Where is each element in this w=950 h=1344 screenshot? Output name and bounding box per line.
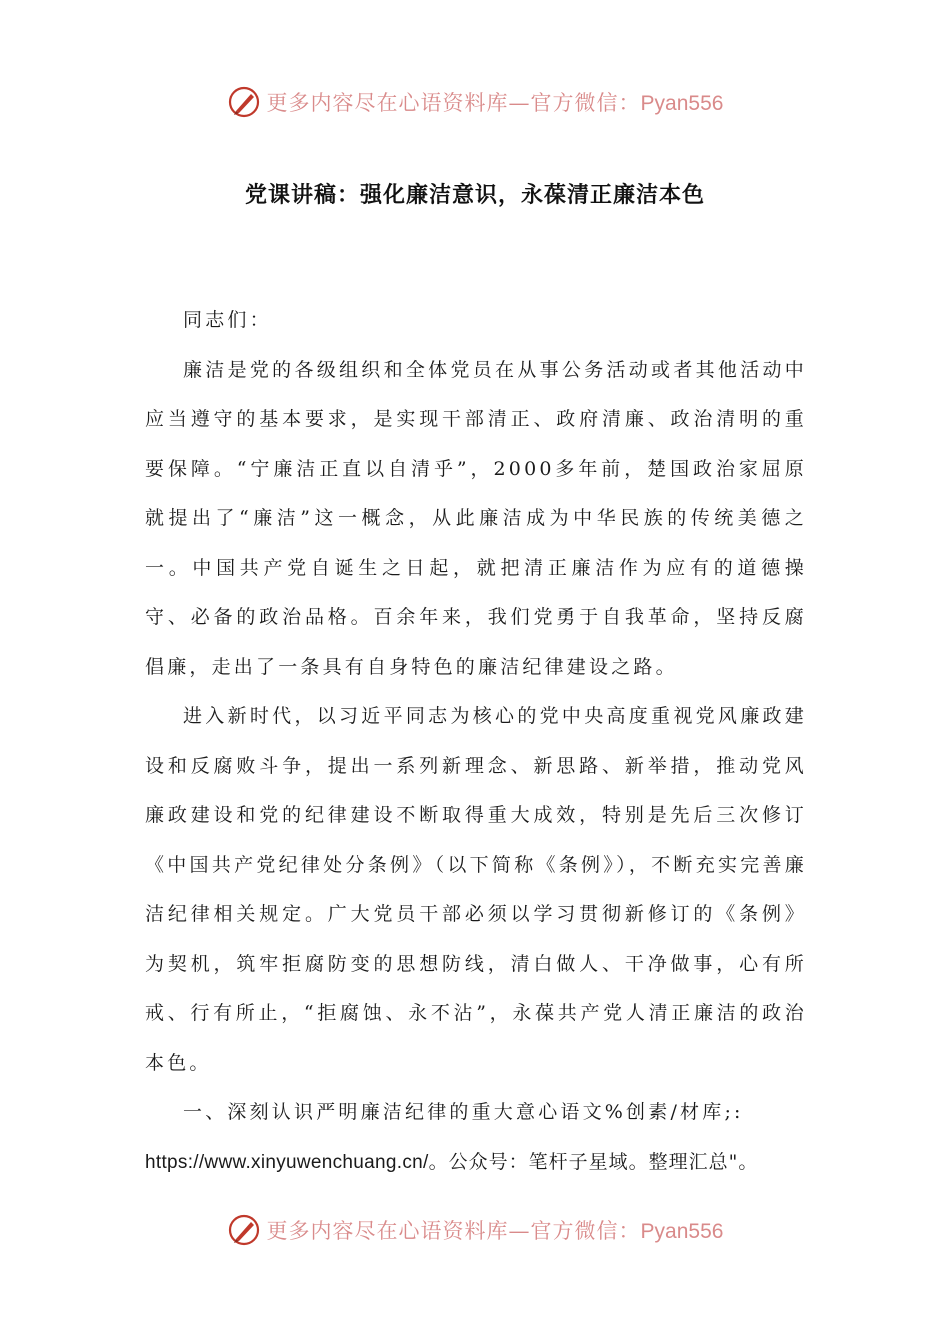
- salutation: 同志们：: [183, 309, 272, 331]
- watermark-wechat-id: Pyan556: [640, 1220, 724, 1243]
- source-line: [145, 1138, 807, 1188]
- watermark-header: [0, 82, 950, 122]
- watermark-text: 更多内容尽在心语资料库—官方微信：Pyan556: [266, 1219, 724, 1243]
- pen-logo-icon: [227, 85, 261, 119]
- watermark-footer: [0, 1210, 950, 1250]
- pen-logo-icon: [227, 1213, 261, 1247]
- document-body: [145, 296, 807, 1187]
- watermark-wechat-id: Pyan556: [640, 92, 724, 115]
- source-url[interactable]: https://www.xinyuwenchuang.cn/: [145, 1151, 429, 1173]
- paragraph: 进入新时代，以习近平同志为核心的党中央高度重视党风廉政建设和反腐败斗争，提出一系列新理念、新思路、新举措，推动党风廉政建设和党的纪律建设不断取得重大成效，特别是先后三次修订《中国共产党纪律处分条例》（以下简称《条例》），不断充实完善廉洁纪律相关规定。广大党员干部必须以学习贯彻新修订的《条例》为契机，筑牢拒腐防变的思想防线，清白做人、干净做事，心有所戒、行有所止，“拒腐蚀、永不沾”，永葆共产党人清正廉洁的政治本色。: [145, 705, 807, 1074]
- source-suffix: 。公众号：笔杆子星域。整理汇总"。: [428, 1150, 759, 1173]
- watermark-text: 更多内容尽在心语资料库—官方微信：Pyan556: [266, 91, 724, 115]
- section-heading: 一、深刻认识严明廉洁纪律的重大意心语文%创素/材库;:: [183, 1101, 744, 1123]
- document-title: 党课讲稿：强化廉洁意识，永葆清正廉洁本色: [244, 183, 705, 208]
- paragraph: 廉洁是党的各级组织和全体党员在从事公务活动或者其他活动中应当遵守的基本要求，是实现干部清正、政府清廉、政治清明的重要保障。“宁廉洁正直以自清乎”，2000多年前，楚国政治家屈原就提出了“廉洁”这一概念，从此廉洁成为中华民族的传统美德之一。中国共产党自诞生之日起，就把清正廉洁作为应有的道德操守、必备的政治品格。百余年来，我们党勇于自我革命，坚持反腐倡廉，走出了一条具有自身特色的廉洁纪律建设之路。: [145, 358, 807, 678]
